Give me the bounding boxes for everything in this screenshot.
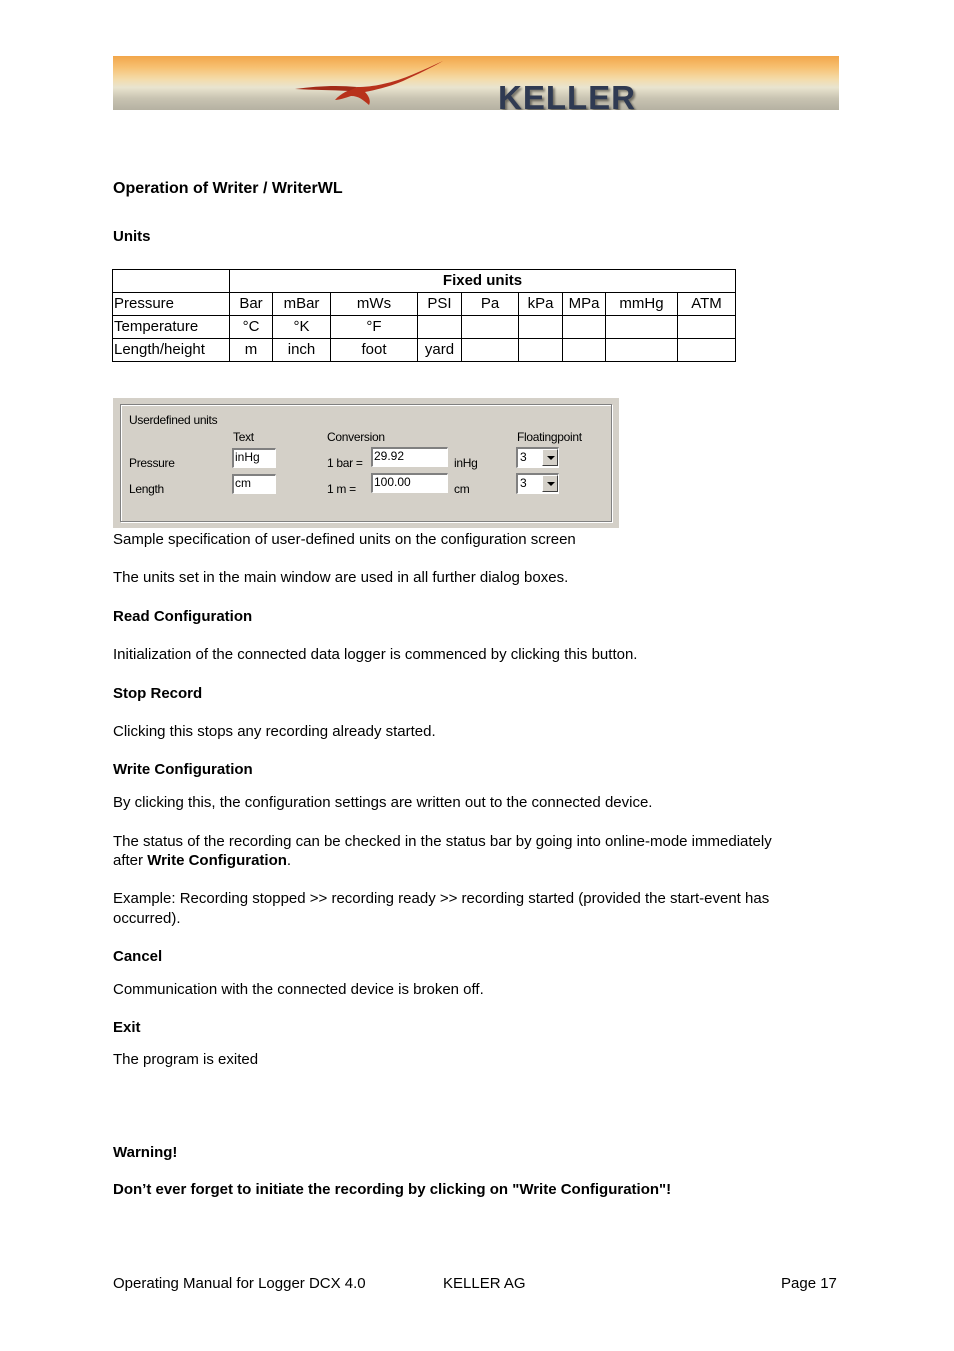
length-conversion-label: 1 m = <box>327 482 356 496</box>
table-cell: foot <box>331 339 418 362</box>
length-floatingpoint-select[interactable] <box>516 473 559 494</box>
table-cell: mmHg <box>606 293 678 316</box>
table-cell: MPa <box>563 293 606 316</box>
paragraph-example-line1: Example: Recording stopped >> recording ready >> recording started (provided the start-event has <box>113 890 770 907</box>
table-cell: mBar <box>273 293 331 316</box>
table-cell <box>519 316 563 339</box>
bird-logo-icon <box>113 56 839 110</box>
table-cell: Pa <box>462 293 519 316</box>
pressure-conversion-label: 1 bar = <box>327 456 363 470</box>
group-title: Userdefined units <box>129 413 218 427</box>
table-cell <box>563 316 606 339</box>
length-unit-label: cm <box>454 482 470 496</box>
column-header-text: Text <box>233 430 254 444</box>
table-cell <box>418 316 462 339</box>
length-conversion-input[interactable]: 100.00 <box>371 473 448 493</box>
table-cell: Bar <box>230 293 273 316</box>
table-cell: °C <box>230 316 273 339</box>
page-title: Operation of Writer / WriterWL <box>113 180 343 197</box>
paragraph-read-configuration: Initialization of the connected data logger is commenced by clicking this button. <box>113 646 638 663</box>
section-heading-warning: Warning! <box>113 1144 178 1161</box>
table-cell: inch <box>273 339 331 362</box>
row-label: Length/height <box>113 339 230 362</box>
userdefined-units-dialog <box>113 398 619 528</box>
table-header-fixed-units: Fixed units <box>230 270 736 293</box>
dropdown-arrow-icon[interactable] <box>542 475 558 492</box>
pressure-text-input[interactable]: inHg <box>232 448 276 468</box>
header-banner <box>113 56 839 110</box>
footer-company: KELLER AG <box>443 1275 526 1292</box>
footer-manual-title: Operating Manual for Logger DCX 4.0 <box>113 1275 366 1292</box>
column-header-conversion: Conversion <box>327 430 385 444</box>
status-line2-prefix: after <box>113 852 148 869</box>
dropdown-arrow-icon[interactable] <box>542 449 558 466</box>
table-cell: yard <box>418 339 462 362</box>
pressure-label: Pressure <box>129 456 175 470</box>
table-cell <box>678 339 736 362</box>
paragraph-status-line1: The status of the recording can be checked in the status bar by going into online-mode immediately <box>113 833 772 850</box>
table-cell: kPa <box>519 293 563 316</box>
pressure-floatingpoint-value: 3 <box>520 450 527 464</box>
table-cell <box>606 339 678 362</box>
section-heading-cancel: Cancel <box>113 948 163 965</box>
pressure-conversion-input[interactable]: 29.92 <box>371 447 448 467</box>
table-cell: PSI <box>418 293 462 316</box>
table-cell <box>519 339 563 362</box>
pressure-unit-label: inHg <box>454 456 478 470</box>
table-cell <box>606 316 678 339</box>
length-floatingpoint-value: 3 <box>520 476 527 490</box>
section-heading-units: Units <box>113 228 151 245</box>
row-label: Temperature <box>113 316 230 339</box>
units-table <box>112 269 736 362</box>
table-cell: ATM <box>678 293 736 316</box>
status-line2-suffix: . <box>286 852 292 869</box>
keller-logo: KELLER <box>498 79 636 110</box>
table-cell <box>563 339 606 362</box>
table-cell <box>678 316 736 339</box>
length-label: Length <box>129 482 164 496</box>
section-heading-write-configuration: Write Configuration <box>113 761 253 778</box>
table-cell <box>462 339 519 362</box>
row-label: Pressure <box>113 293 230 316</box>
paragraph-stop-record: Clicking this stops any recording already started. <box>113 723 436 740</box>
section-heading-stop-record: Stop Record <box>113 685 203 702</box>
paragraph-example-line2: occurred). <box>113 910 181 927</box>
table-cell: °K <box>273 316 331 339</box>
table-row <box>113 339 736 362</box>
table-corner-cell <box>113 270 230 293</box>
table-row <box>113 316 736 339</box>
paragraph-cancel: Communication with the connected device is broken off. <box>113 981 484 998</box>
paragraph-units-note: The units set in the main window are used in all further dialog boxes. <box>113 569 569 586</box>
table-cell: °F <box>331 316 418 339</box>
table-cell: mWs <box>331 293 418 316</box>
pressure-floatingpoint-select[interactable] <box>516 447 559 468</box>
paragraph-exit: The program is exited <box>113 1051 259 1068</box>
section-heading-read-configuration: Read Configuration <box>113 608 253 625</box>
paragraph-write-configuration: By clicking this, the configuration settings are written out to the connected device. <box>113 794 653 811</box>
length-text-input[interactable]: cm <box>232 474 276 494</box>
column-header-floatingpoint: Floatingpoint <box>517 430 582 444</box>
table-cell <box>462 316 519 339</box>
paragraph-status-line2 <box>113 852 291 870</box>
section-heading-exit: Exit <box>113 1019 141 1036</box>
warning-text: Don’t ever forget to initiate the recording by clicking on "Write Configuration"! <box>113 1181 672 1198</box>
figure-caption: Sample specification of user-defined units on the configuration screen <box>113 531 576 548</box>
footer-page-number: Page 17 <box>781 1275 837 1292</box>
status-line2-bold: Write Configuration <box>147 852 287 869</box>
table-cell: m <box>230 339 273 362</box>
table-row <box>113 293 736 316</box>
